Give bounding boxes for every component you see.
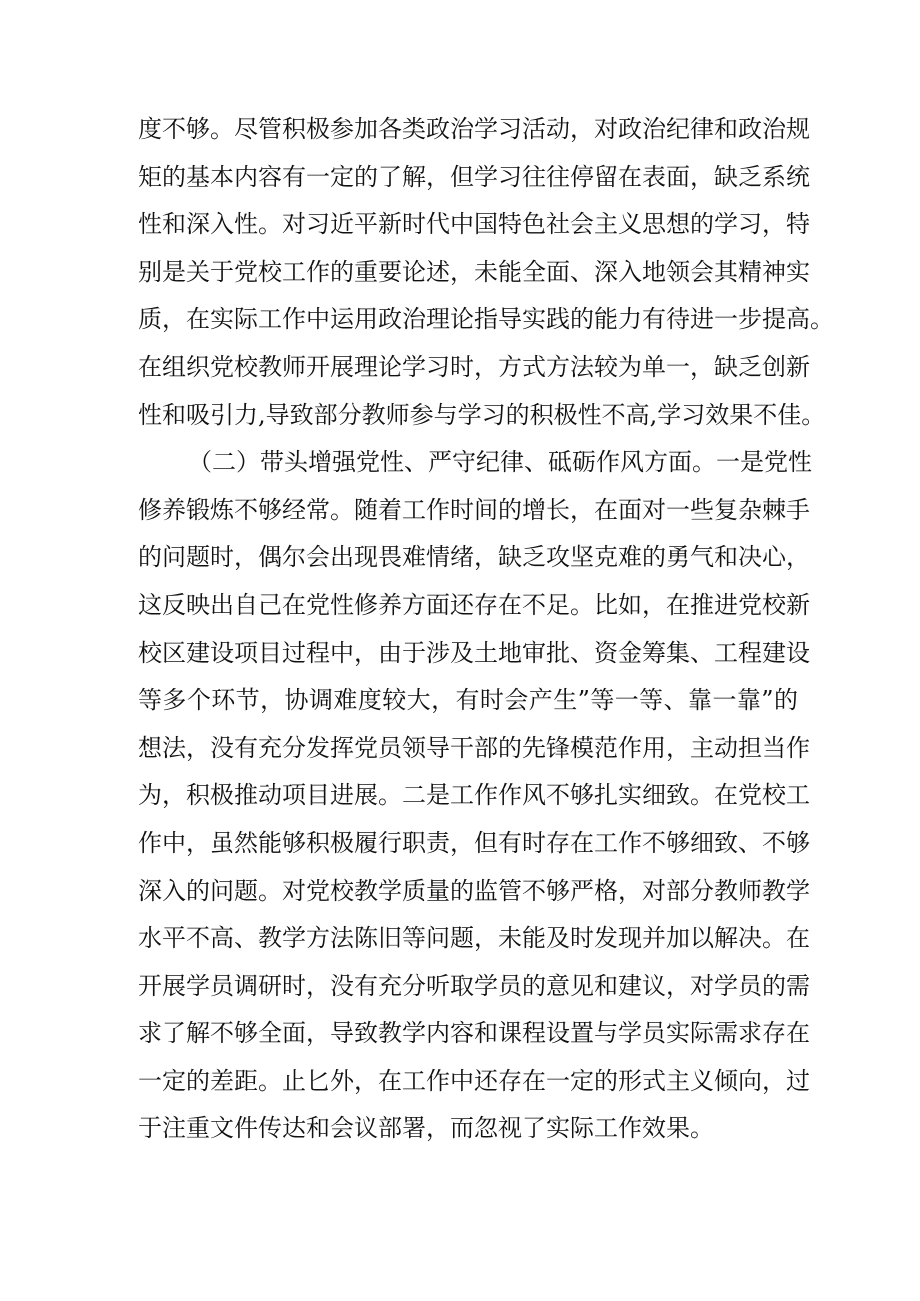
text-line: 在组织党校教师开展理论学习时，方式方法较为单一，缺乏创新 (138, 352, 810, 381)
text-line: 性和深入性。对习近平新时代中国特色社会主义思想的学习，特 (138, 210, 810, 239)
text-line: 求了解不够全面，导致教学内容和课程设置与学员实际需求存在 (138, 1019, 810, 1048)
text-line: 作中，虽然能够积极履行职责，但有时存在工作不够细致、不够 (138, 828, 810, 857)
text-line: 这反映出自己在党性修养方面还存在不足。比如，在推进党校新 (138, 590, 810, 619)
paragraph-1 (138, 106, 834, 439)
text-line: 校区建设项目过程中，由于涉及土地审批、资金筹集、工程建设 (138, 638, 810, 667)
text-line: 水平不高、教学方法陈旧等问题，未能及时发现并加以解决。在 (138, 924, 810, 953)
text-line: 想法，没有充分发挥党员领导干部的先锋模范作用，主动担当作 (138, 733, 810, 762)
text-line: 一定的差距。止匕外，在工作中还存在一定的形式主义倾向，过 (138, 1066, 810, 1095)
text-line: 等多个环节，协调难度较大，有时会产生”等一等、靠一靠”的 (138, 686, 798, 715)
section-heading-line: （二）带头增强党性、严守纪律、砥砺作风方面。一是党性 (188, 448, 812, 477)
text-line: 于注重文件传达和会议部署，而忽视了实际工作效果。 (138, 1114, 714, 1143)
text-line: 的问题时，偶尔会出现畏难情绪，缺乏攻坚克难的勇气和决心， (138, 543, 810, 572)
text-line: 度不够。尽管积极参加各类政治学习活动，对政治纪律和政治规 (138, 115, 810, 143)
text-line: 修养锻炼不够经常。随着工作时间的增长，在面对一些复杂棘手 (138, 495, 810, 524)
paragraph-2 (138, 439, 812, 1153)
document-body (138, 106, 834, 1153)
text-line: 开展学员调研时，没有充分听取学员的意见和建议，对学员的需 (138, 971, 810, 1000)
text-line: 深入的问题。对党校教学质量的监管不够严格，对部分教师教学 (138, 876, 810, 905)
text-line: 矩的基本内容有一定的了解，但学习往往停留在表面，缺乏系统 (138, 162, 810, 191)
text-line: 别是关于党校工作的重要论述，未能全面、深入地领会其精神实 (138, 257, 810, 286)
text-line: 为，积极推动项目进展。二是工作作风不够扎实细致。在党校工 (138, 781, 810, 810)
text-line: 性和吸引力,导致部分教师参与学习的积极性不高,学习效果不佳。 (138, 400, 826, 429)
text-line: 质，在实际工作中运用政治理论指导实践的能力有待进一步提高。 (138, 305, 834, 334)
